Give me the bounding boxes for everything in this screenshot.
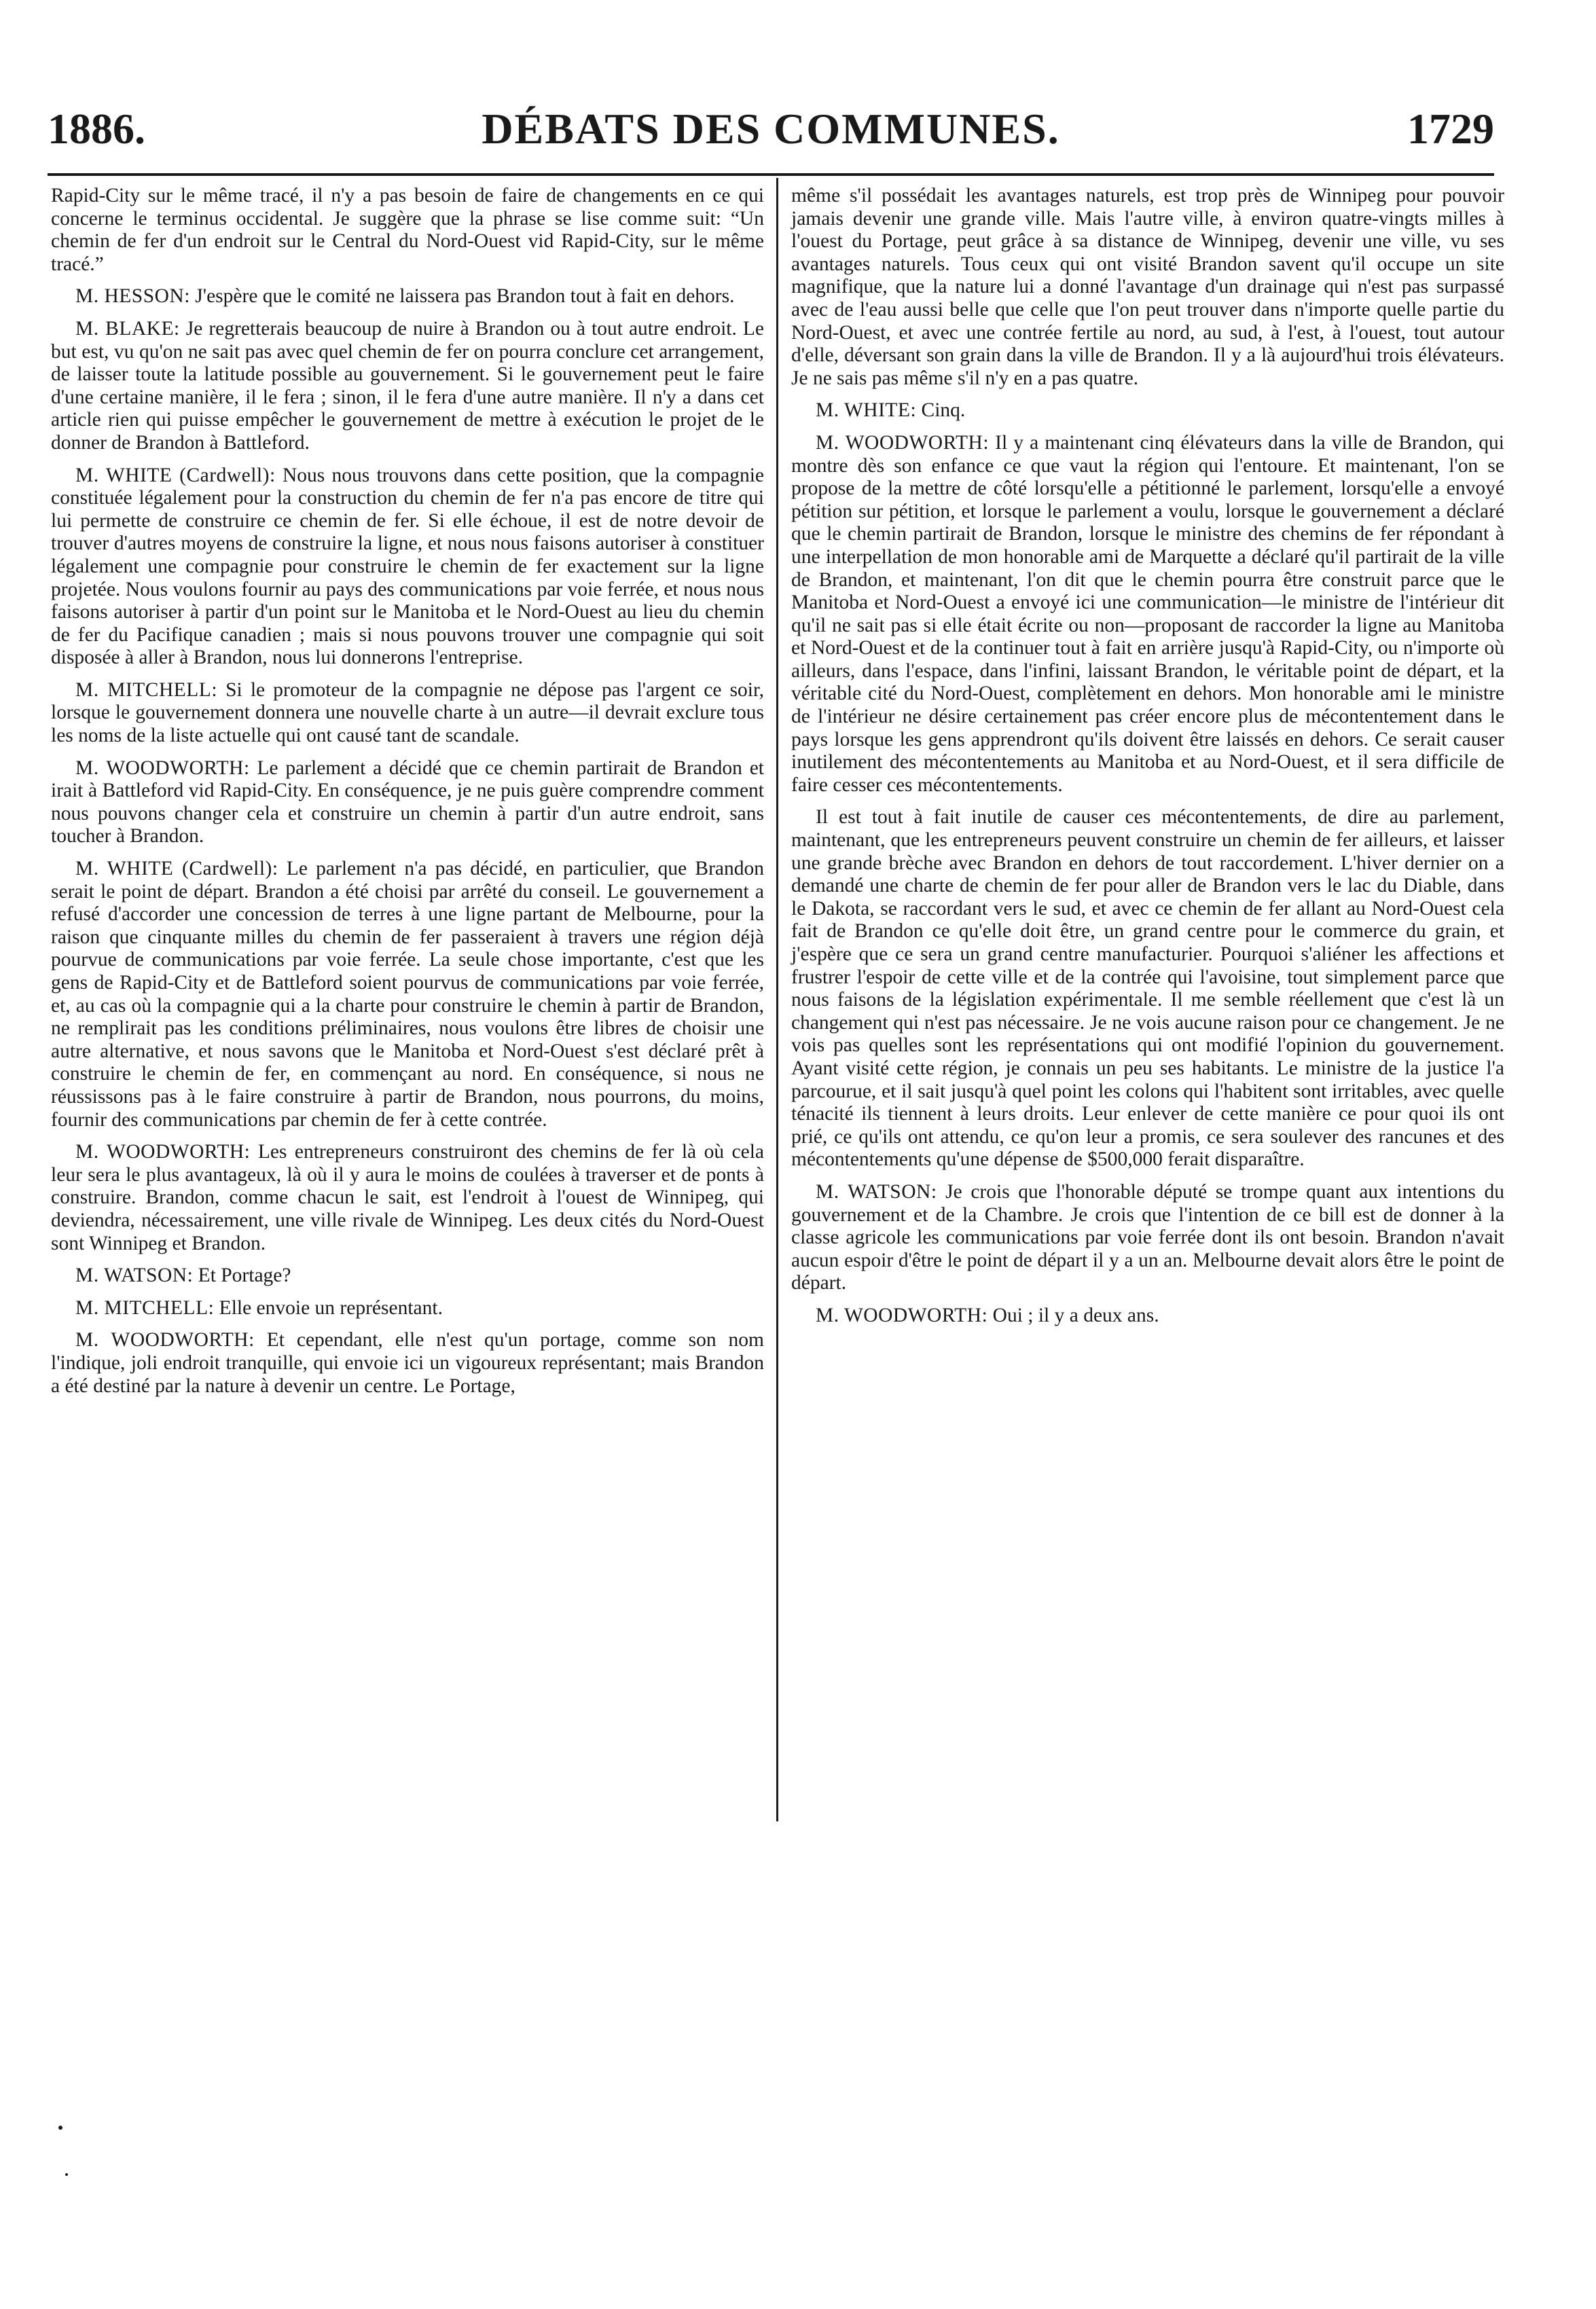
header-year: 1886. (48, 105, 145, 153)
paragraph (791, 432, 1504, 797)
paragraph (791, 185, 1504, 390)
paragraph (51, 858, 764, 1131)
left-column (51, 185, 764, 1407)
paragraph-text: Nous nous trouvons dans cette position, que la compagnie constituée légalement pour la construction du chemin de fer n'a pas encore de titre qui lui permette de construire ce chemin de fer. Si elle échoue, il est de notre devoir de trouver d'autres moyens de construire la ligne, et nous nous faisons autoriser à constituer légalement une compagnie pour construire le chemin de fer exactement sur la ligne projetée. Nous voulons fournir au pays des communications par voie ferrée, et nous nous faisons autoriser à partir d'un point sur le Manitoba et le Nord-Ouest au lieu du chemin de fer du Pacifique canadien ; mais si nous pouvons trouver une compagnie qui soit disposée à aller à Brandon, nous lui donnerons l'entreprise. (51, 464, 765, 669)
paragraph-text: Si le promoteur de la compagnie ne dépose pas l'argent ce soir, lorsque le gouvernement donnera une nouvelle charte à un autre—il devrait exclure tous les noms de la liste actuelle qui ont causé tant de scandale. (51, 678, 765, 747)
paragraph-text: Elle envoie un représentant. (219, 1296, 443, 1319)
paragraph-text: Et Portage? (198, 1265, 291, 1287)
speaker-name: M. WOODWORTH: (816, 1304, 988, 1326)
paragraph-text: Le parlement n'a pas décidé, en particulier, que Brandon serait le point de départ. Brandon a été choisi par arrêté du conseil. Le gouvernement a refusé d'accorder une concession de terres à une ligne partant de Melbourne, pour la raison que cinquante milles du chemin de fer passeraient à travers une région déjà pourvue de communications par voie ferrée. La seule chose importante, c'est que les gens de Rapid-City et de Battleford soient pourvus de communications par voie ferrée, et, au cas où la compagnie qui a la charte pour construire le chemin à partir de Brandon, ne remplirait pas les conditions préliminaires, nous voulons être libres de choisir une autre alternative, et nous savons que le Manitoba et Nord-Ouest s'est déclaré prêt à construire le chemin de fer, en commençant au nord. En conséquence, si nous ne réussissons pas à le faire construire à partir de Brandon, nous pourrons, du moins, fournir des communications par chemin de fer à cette contrée. (51, 858, 765, 1131)
speaker-name: M. BLAKE: (75, 317, 180, 340)
speaker-name: M. WOODWORTH: (75, 1141, 251, 1163)
speaker-name: M. MITCHELL: (75, 678, 218, 701)
paragraph (791, 399, 1504, 422)
speaker-name: M. WOODWORTH: (816, 431, 990, 454)
paragraph (51, 1141, 764, 1255)
paragraph-text: même s'il possédait les avantages naturels, est trop près de Winnipeg pour pouvoir jamais devenir une grande ville. Mais l'autre ville, à environ quatre-vingts milles à l'ouest du Portage, peut grâce à sa distance de Winnipeg, devenir une ville, vu ses avantages naturels. Tous ceux qui ont visité Brandon savent qu'il occupe un site magnifique, que la nature lui a donné l'avantage d'un drainage qui n'est pas surpassé avec de l'eau aussi belle que celle que l'on peut trouver dans n'importe quelle partie du Nord-Ouest, et avec une contrée fertile au nord, au sud, à l'est, à l'ouest, tout autour d'elle, déversant son grain dans la ville de Brandon. Il y a là aujourd'hui trois élévateurs. Je ne sais pas même s'il n'y en a pas quatre. (791, 185, 1504, 389)
header-title: DÉBATS DES COMMUNES. (482, 105, 1060, 153)
speaker-name: M. WATSON: (816, 1180, 937, 1203)
right-column (791, 185, 1504, 1337)
paragraph (51, 1329, 764, 1398)
speaker-name: M. WHITE (Cardwell): (75, 464, 276, 486)
speaker-name: M. WHITE (Cardwell): (75, 858, 278, 880)
paragraph (51, 318, 764, 455)
paragraph-text: Cinq. (921, 399, 966, 422)
paragraph-text: Oui ; il y a deux ans. (992, 1304, 1159, 1326)
paragraph (791, 1305, 1504, 1328)
paragraph-text: Le parlement a décidé que ce chemin partirait de Brandon et irait à Battleford vid Rapid-City. En conséquence, je ne puis guère comprendre comment nous pouvons changer cela et construire un chemin à partir d'un autre endroit, sans toucher à Brandon. (51, 757, 764, 848)
paragraph-text: Il y a maintenant cinq élévateurs dans la ville de Brandon, qui montre dès son enfance ce que vaut la région qui l'entoure. Et maintenant, l'on se propose de la mettre de côté lorsqu'elle a pétitionné le parlement, lorsqu'elle a envoyé pétition sur pétition, et lorsque le parlement a voulu, lorsque le gouvernement a déclaré que le chemin partirait de Brandon, lorsque le ministre des chemins de fer répondant à une interpellation de mon honorable ami de Marquette a déclaré qu'il partirait de la ville de Brandon, et maintenant, l'on dit que le chemin pourra être construit parce que le Manitoba et Nord-Ouest a envoyé ici une communication—le ministre de l'intérieur dit qu'il ne sait pas si elle était écrite ou non—proposant de raccorder la ligne au Manitoba et Nord-Ouest et de la continuer tout à fait en arrière jusqu'à Rapid-City, ou n'importe où ailleurs, dans l'espace, dans l'infini, laissant Brandon, le véritable point de départ, et la véritable cité du Nord-Ouest, complètement en dehors. Mon honorable ami le ministre de l'intérieur ne désire certainement pas créer encore plus de mécontentement dans le pays lorsque les gens apprendront qu'ils doivent être laissés en dehors. Ce serait causer inutilement des mécontentements au Manitoba et au Nord-Ouest, et il sera difficile de faire cesser ces mécontentements. (791, 431, 1505, 796)
stray-mark (65, 2173, 68, 2176)
stray-mark (58, 2126, 62, 2130)
paragraph (791, 806, 1504, 1171)
paragraph (51, 465, 764, 670)
paragraph (51, 757, 764, 848)
paragraph-text: Il est tout à fait inutile de causer ces mécontentements, de dire au parlement, maintenant, que les entrepreneurs peuvent construire un chemin de fer ailleurs, et laisser une grande brèche avec Brandon en dehors de tout raccordement. L'hiver dernier on a demandé une charte de chemin de fer pour aller de Brandon vers le lac du Diable, dans le Dakota, se raccordant vers le sud, et avec ce chemin de fer allant au Nord-Ouest cela fait de Brandon ce qu'elle doit être, un grand centre pour le commerce du grain, et j'espère que ce sera un grand centre manufacturier. Pourquoi s'aliéner les affections et frustrer l'espoir de cette ville et de la contrée qui l'avoisine, tout simplement parce que nous faisons de la législation expérimentale. Il me semble réellement que c'est là un changement qui n'est pas nécessaire. Je ne vois aucune raison pour ce changement. Je ne vois pas quelles sont les représentations qui ont modifié l'opinion du gouvernement. Ayant visité cette région, je connais un peu ses habitants. Le ministre de la justice l'a parcourue, et il sait jusqu'à quel point les colons qui l'habitent sont irritables, avec quelle ténacité ils tiennent à leurs droits. Leur enlever de cette manière ce pour quoi ils ont prié, ce qu'ils ont attendu, ce qu'on leur a promis, ce sera soulever des rancunes et des mécontentements qu'une dépense de $500,000 ferait disparaître. (791, 806, 1504, 1171)
paragraph-text: J'espère que le comité ne laissera pas Brandon tout à fait en dehors. (195, 285, 735, 308)
paragraph (51, 679, 764, 748)
paragraph (51, 1265, 764, 1288)
paragraph (51, 285, 764, 308)
speaker-name: M. WOODWORTH: (75, 757, 250, 779)
paragraph-text: Les entrepreneurs construiront des chemins de fer là où cela leur sera le plus avantageux, là où il y aura le moins de coulées à traverser et de ponts à construire. Brandon, comme chacun le sait, est l'endroit à l'ouest de Winnipeg, qui deviendra, nécessairement, une ville rivale de Winnipeg. Les deux cités du Nord-Ouest sont Winnipeg et Brandon. (51, 1141, 764, 1254)
header-page-number: 1729 (1407, 105, 1494, 153)
paragraph-text: Je regretterais beaucoup de nuire à Brandon ou à tout autre endroit. Le but est, vu qu'on ne sait pas avec quel chemin de fer on pourra conclure cet arrangement, de laisser toute la latitude possible au gouvernement. Si le gouvernement peut le faire d'une certaine manière, il le fera ; sinon, il le fera d'une autre manière. Il n'y a dans cet article rien qui puisse empêcher le gouvernement de mettre à exécution le projet de le donner de Brandon à Battleford. (51, 317, 765, 454)
paragraph-text: Rapid-City sur le même tracé, il n'y a pas besoin de faire de changements en ce qui concerne le terminus occidental. Je suggère que la phrase se lise comme suit: “Un chemin de fer d'un endroit sur le Central du Nord-Ouest vid Rapid-City, sur le même tracé.” (51, 185, 764, 275)
header-rule (48, 173, 1494, 176)
paragraph (51, 185, 764, 276)
paragraph-text: Je crois que l'honorable député se trompe quant aux intentions du gouvernement et de la Chambre. Je crois que l'intention de ce bill est de donner à la classe agricole les communications par voie ferrée dont ils ont besoin. Brandon n'avait aucun espoir d'être le point de départ il y a un an. Melbourne devait alors être le point de départ. (791, 1180, 1504, 1294)
speaker-name: M. WOODWORTH: (75, 1329, 255, 1351)
speaker-name: M. WHITE: (816, 399, 917, 422)
paragraph-text: Et cependant, elle n'est qu'un portage, comme son nom l'indique, joli endroit tranquille, qui envoie ici un vigoureux représentant; mais Brandon a été destiné par la nature à devenir un centre. Le Portage, (51, 1329, 764, 1397)
page-header (48, 102, 1494, 163)
speaker-name: M. HESSON: (75, 285, 190, 308)
speaker-name: M. WATSON: (75, 1265, 194, 1287)
speaker-name: M. MITCHELL: (75, 1296, 215, 1319)
paragraph (51, 1297, 764, 1320)
paragraph (791, 1181, 1504, 1295)
column-divider (776, 178, 778, 1821)
